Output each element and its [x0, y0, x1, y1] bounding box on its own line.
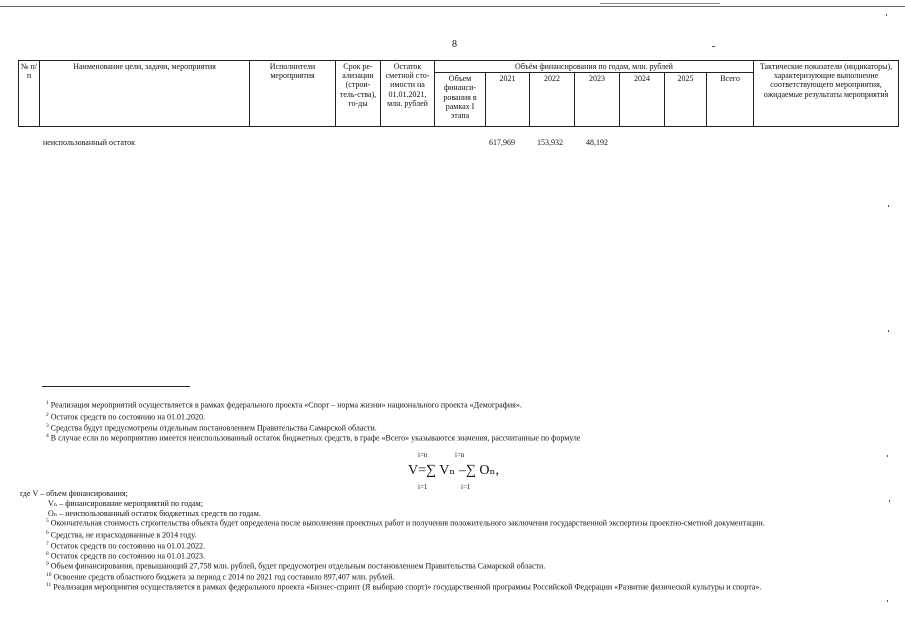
footnote-8: $^8$ Остаток средств по состоянию на 01.01.2023.	[46, 551, 206, 561]
header-indicators: Тактические показатели (индикаторы), характеризующие выполнение соответствующего мероприятия, ожидаемые результаты мероприятия	[754, 61, 899, 127]
scan-edge-line	[600, 3, 720, 4]
footnote-6: $^6$ Средства, не израсходованные в 2014 году.	[46, 530, 197, 540]
formula-upper-1: i=n	[418, 451, 428, 459]
header-2021: 2021	[486, 73, 530, 127]
header-name: Наименование цели, задачи, мероприятия	[40, 61, 250, 127]
footnote-4: $^4$ В случае если по мероприятию имеется неиспользованный остаток бюджетных средств, в графе «Всего» указываются значения, рассчитанные по формуле	[46, 433, 581, 443]
header-executors: Исполнители мероприятия	[250, 61, 336, 127]
formula-expression: V=∑ Vₙ –∑ Oₙ,	[408, 463, 500, 478]
footnote-3: $^3$ Средства будут предусмотрены отдельным постановлением Правительства Самарской области.	[46, 423, 377, 433]
formula-lower-1: i=1	[418, 483, 428, 491]
header-total: Всего	[707, 73, 754, 127]
footnote-10: $^{10}$ Освоение средств областного бюджета за период с 2014 по 2021 год составило 897,407 млн. рублей.	[46, 572, 395, 582]
scan-speck	[889, 500, 890, 502]
row-leftover-label: неиспользованный остаток	[43, 138, 135, 147]
scan-speck	[886, 14, 887, 16]
footnote-2: $^2$ Остаток средств по состоянию на 01.01.2020.	[46, 412, 206, 422]
scan-speck	[888, 330, 889, 332]
row-leftover-2022: 153,932	[537, 138, 563, 147]
funding-table	[18, 60, 899, 127]
formula-where: где V – объем финансирования;	[20, 489, 128, 498]
scan-speck	[887, 600, 888, 602]
scan-edge-line	[0, 6, 905, 7]
header-term: Срок ре-ализации (строи-тель-ства), го-ды	[336, 61, 381, 127]
footnote-9: $^9$ Объем финансирования, превышающий 27,758 млн. рублей, будет предусмотрен отдельным постановлением Правительства Самарской области.	[46, 561, 546, 571]
formula-lower-2: i=1	[461, 483, 471, 491]
header-2024: 2024	[620, 73, 665, 127]
header-2025: 2025	[665, 73, 707, 127]
header-stage1: Объем финанси-рования в рамках I этапа	[435, 73, 486, 127]
header-2022: 2022	[530, 73, 575, 127]
row-leftover-2021: 617,969	[489, 138, 515, 147]
footnote-5: $^5$ Окончательная стоимость строительства объекта будет определена после выполнения проектных работ и получения положительного заключения государственной экспертизы проектно-сметной документации.	[46, 518, 765, 528]
footnote-separator	[42, 386, 190, 387]
header-num: № п/п	[19, 61, 40, 127]
footnote-11: $^{11}$ Реализация мероприятия осуществляется в рамках федерального проекта «Бизнес-спринт (Я выбираю спорт)» государственной программы Российской Федерации «Развитие физической культуры и спорта».	[46, 582, 762, 592]
page-number: 8	[452, 39, 457, 50]
scan-speck	[888, 205, 889, 207]
row-leftover-2023: 48,192	[586, 138, 608, 147]
header-remainder: Остаток сметной сто-имости на 01.01.2021, млн. рублей	[381, 61, 435, 127]
scan-speck	[712, 46, 715, 47]
header-funding-group: Объём финансирования по годам, млн. рублей	[435, 61, 754, 73]
formula-vn: Vₙ – финансирование мероприятий по годам;	[48, 499, 203, 508]
formula	[408, 451, 518, 491]
formula-upper-2: i=n	[455, 451, 465, 459]
formula-on: Oₙ – неиспользованный остаток бюджетных средств по годам.	[48, 509, 261, 518]
scan-speck	[887, 455, 888, 457]
footnote-7: $^7$ Остаток средств по состоянию на 01.01.2022.	[46, 541, 206, 551]
header-2023: 2023	[575, 73, 620, 127]
footnote-1: $^1$ Реализация мероприятий осуществляется в рамках федерального проекта «Спорт – норма жизни» национального проекта «Демография».	[46, 400, 522, 410]
